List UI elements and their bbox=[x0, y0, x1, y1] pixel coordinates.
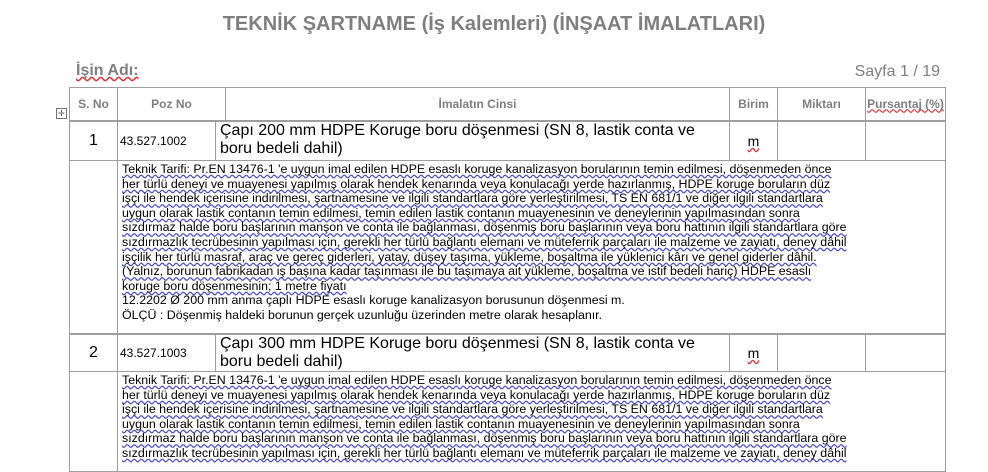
header-pursantaj: Pursantaj (%) bbox=[866, 88, 946, 121]
spacer-cell bbox=[70, 161, 118, 334]
isin-adi-label: İşin Adı: bbox=[76, 62, 139, 79]
technical-description: Teknik Tarifi: Pr.EN 13476-1 'e uygun imal edilen HDPE esaslı koruge kanalizasyon borularının temin edilmesi, döşenmeden önce her türlü deneyi ve muayenesi yapılmış olarak hendek kenarında veya konulacağı yerde hazırlanmış, HDPE koruge boruların düz işçi ile hendek içerisine indirilmesi, şartnamesine ve ilgili standartlara göre yerleştirilmesi, TS EN 681/1 ve diğer ilgili standartlara uygun olarak lastik contanın temin edilmesi, temin edilen lastik contanın muayenesinin ve deneylerinin yapılmasından sonra sızdırmaz halde boru başlarının manşon ve conta ile bağlanması, döşenmiş boru başlarının veya boru hattının ilgili standartlara göre sızdırmazlık tecrübesinin yapılması için, gerekli her türlü bağlantı elemanı ve müteferrik parçaları ile malzeme ve zayiatı, deney dâhil bbox=[118, 372, 946, 472]
pursantaj-cell[interactable] bbox=[866, 122, 946, 161]
row-number: 2 bbox=[70, 335, 118, 372]
imalat-cinsi: Çapı 300 mm HDPE Koruge boru döşenmesi (SN 8, lastik conta ve boru bedeli dahil) bbox=[216, 335, 730, 372]
birim-cell: m bbox=[730, 122, 778, 161]
page-indicator: Sayfa 1 / 19 bbox=[854, 63, 940, 80]
code-line: 12.2202 Ø 200 mm anma çaplı HDPE esaslı koruge kanalizasyon borusunun döşenmesi m. bbox=[122, 293, 625, 308]
birim-cell: m bbox=[730, 335, 778, 372]
poz-no: 43.527.1003 bbox=[118, 335, 216, 372]
table-row bbox=[69, 121, 946, 334]
olcu-line: ÖLÇÜ : Döşenmiş haldeki borunun gerçek uzunluğu üzerinden metre olarak hesaplanır. bbox=[122, 307, 603, 322]
header-sno: S. No bbox=[70, 88, 118, 121]
technical-description: Teknik Tarifi: Pr.EN 13476-1 'e uygun imal edilen HDPE esaslı koruge kanalizasyon borularının temin edilmesi, döşenmeden önce her türlü deneyi ve muayenesi yapılmış olarak hendek kenarında veya konulacağı yerde hazırlanmış, HDPE koruge boruların düz işçi ile hendek içerisine indirilmesi, şartnamesine ve ilgili standartlara göre yerleştirilmesi, TS EN 681/1 ve diğer ilgili standartlara uygun olarak lastik contanın temin edilmesi, temin edilen lastik contanın muayenesinin ve deneylerinin yapılmasından sonra sızdırmaz halde boru başlarının manşon ve conta ile bağlanması, döşenmiş boru başlarının veya boru hattının ilgili standartlara göre sızdırmazlık tecrübesinin yapılması için, gerekli her türlü bağlantı elemanı ve müteferrik parçaları ile malzeme ve zayiatı, deney dâhil işçilik her türlü masraf, araç ve gereç giderleri, yatay, düşey taşıma, yükleme, boşaltma ile yüklenici kârı ve genel giderler dâhil. (Yalnız, borunun fabrikadan iş başına kadar taşınması ile bu taşımaya ait yükleme, boşaltma ve istif bedeli hariç) HDPE esaslı koruge boru döşenmesinin; 1 metre fiyatı 12.2202 Ø 200 mm anma çaplı HDPE esaslı koruge kanalizasyon borusunun döşenmesi m. ÖLÇÜ : Döşenmiş haldeki borunun gerçek uzunluğu üzerinden metre olarak hesaplanır. bbox=[118, 161, 946, 334]
header-cins: İmalatın Cinsi bbox=[226, 88, 730, 121]
header-miktar: Miktarı bbox=[778, 88, 866, 121]
table-header bbox=[69, 87, 946, 121]
spacer-cell bbox=[70, 372, 118, 472]
document-title: TEKNİK ŞARTNAME (İş Kalemleri) (İNŞAAT İMALATLARI) bbox=[222, 13, 766, 35]
miktar-cell[interactable] bbox=[778, 122, 866, 161]
header-birim: Birim bbox=[730, 88, 778, 121]
header-poz: Poz No bbox=[118, 88, 226, 121]
miktar-cell[interactable] bbox=[778, 335, 866, 372]
imalat-cinsi: Çapı 200 mm HDPE Koruge boru döşenmesi (SN 8, lastik conta ve boru bedeli dahil) bbox=[216, 122, 730, 161]
move-handle-icon[interactable]: ✛ bbox=[56, 108, 67, 119]
pursantaj-cell[interactable] bbox=[866, 335, 946, 372]
poz-no: 43.527.1002 bbox=[118, 122, 216, 161]
row-number: 1 bbox=[70, 122, 118, 161]
table-row bbox=[69, 334, 946, 472]
